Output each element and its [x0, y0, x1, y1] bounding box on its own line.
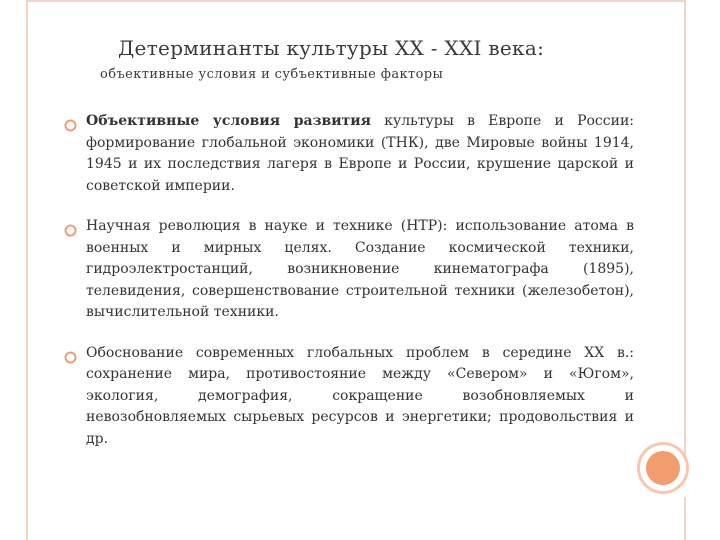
- slide-subtitle: объективные условия и субъективные факторы: [100, 67, 444, 82]
- slide-title: Детерминанты культуры XX - XXI века:: [118, 36, 545, 60]
- decorative-circle-inner: [646, 451, 680, 485]
- circle-bullet-icon: [64, 224, 77, 237]
- bullet-item-objective-conditions: [60, 111, 634, 197]
- bullet-text: культуры в Европе и России: формирование глобальной экономики (ТНК), две Мировые войны 1914, 1945 и их последствия лагеря в Европе и России, крушение царской и советской империи.: [86, 113, 634, 194]
- slide-frame-right: [684, 0, 686, 460]
- bullet-item-scientific-revolution: [60, 216, 634, 324]
- bullet-heading: Объективные условия развития: [86, 113, 372, 129]
- slide-frame-top: [26, 0, 686, 2]
- bullet-text: Обоснование современных глобальных проблем в середине XX в.: сохранение мира, противостояние между «Севером» и «Югом», экология, демография, сокращение возобновляемых и невозобновляемых сырьевых ресурсов и энергетики; продовольствия и др.: [86, 344, 634, 447]
- circle-bullet-icon: [64, 351, 77, 364]
- slide-frame-right-lower: [684, 497, 686, 540]
- circle-bullet-icon: [64, 119, 77, 132]
- bullet-list: [60, 111, 634, 450]
- slide-frame-left: [26, 0, 28, 540]
- bullet-item-global-problems: [60, 343, 634, 451]
- bullet-text: Научная революция в науке и технике (НТР): использование атома в военных и мирных целях. Создание космической техники, гидроэлектростанций, возникновение кинематографа (1895), телевидения, совершенствование строительной техники (железобетон), вычислительной техники.: [86, 218, 634, 320]
